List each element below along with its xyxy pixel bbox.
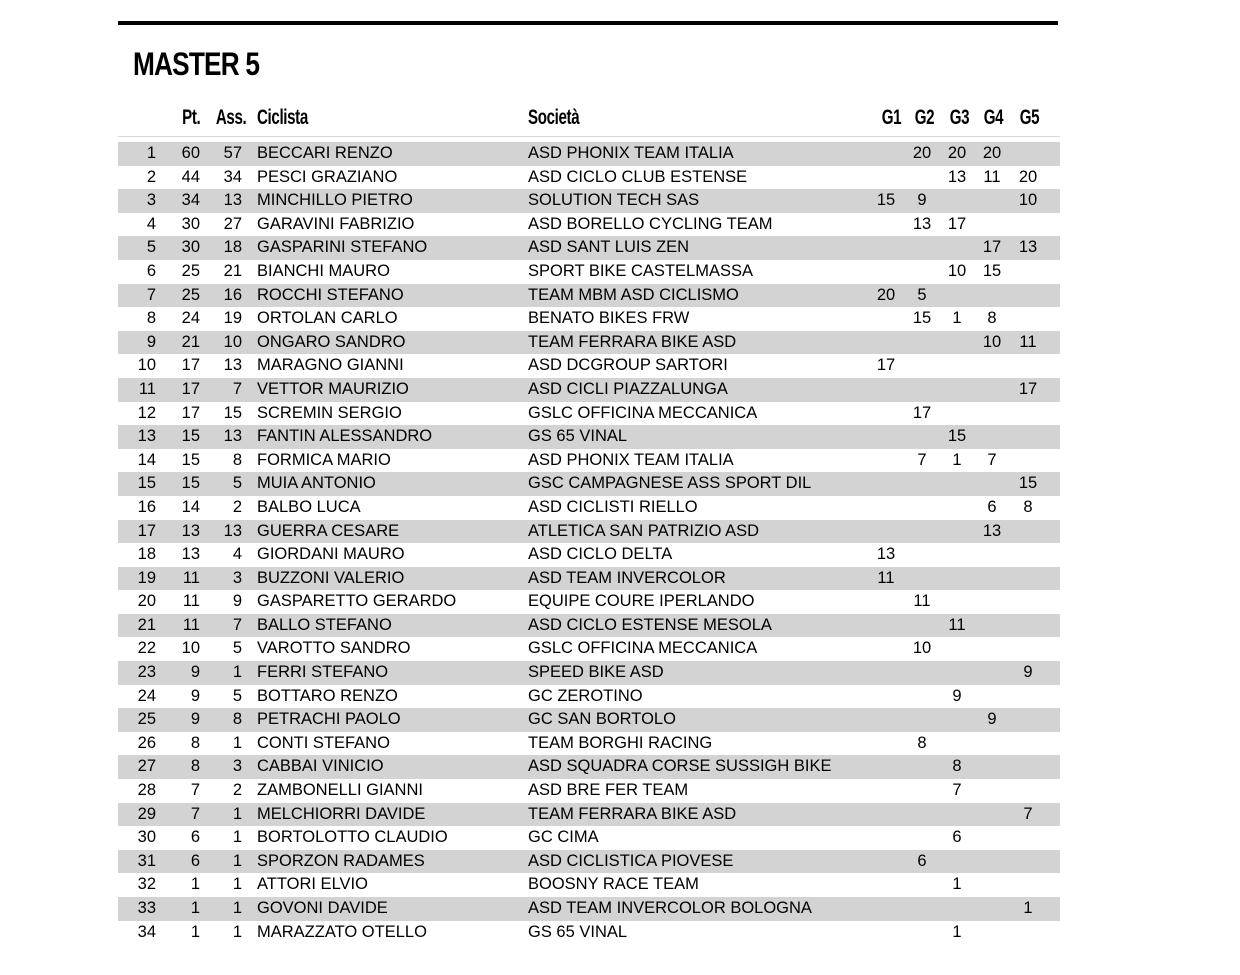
- g2-cell: 17: [912, 403, 932, 422]
- g5-cell: 20: [1018, 167, 1038, 186]
- points-cell: 10: [181, 639, 200, 658]
- position-cell: 32: [137, 875, 156, 894]
- table-row: [118, 260, 1060, 284]
- ass-cell: 1: [232, 851, 242, 870]
- g4-cell: 13: [982, 521, 1002, 540]
- cyclist-name-cell: BALBO LUCA: [257, 497, 361, 516]
- cyclist-name-cell: MUIA ANTONIO: [257, 474, 376, 493]
- g3-cell: 13: [947, 167, 967, 186]
- ass-cell: 13: [223, 191, 242, 210]
- points-cell: 9: [190, 710, 200, 729]
- cyclist-name-cell: PESCI GRAZIANO: [257, 167, 398, 186]
- ass-cell: 27: [223, 214, 242, 233]
- cyclist-name-cell: MARAGNO GIANNI: [257, 356, 404, 375]
- cyclist-name-cell: ONGARO SANDRO: [257, 332, 406, 351]
- position-cell: 29: [137, 804, 156, 823]
- team-cell: TEAM MBM ASD CICLISMO: [528, 285, 739, 304]
- column-header-g2: G2: [914, 106, 935, 129]
- position-cell: 20: [137, 592, 156, 611]
- ass-cell: 9: [232, 592, 242, 611]
- position-cell: 17: [137, 521, 156, 540]
- position-cell: 21: [137, 615, 156, 634]
- g5-cell: 15: [1018, 474, 1038, 493]
- team-cell: ASD CICLISTICA PIOVESE: [528, 851, 734, 870]
- cyclist-name-cell: ATTORI ELVIO: [257, 875, 368, 894]
- table-row: [118, 567, 1060, 591]
- table-row: [118, 213, 1060, 237]
- position-cell: 13: [137, 427, 156, 446]
- team-cell: ASD TEAM INVERCOLOR: [528, 568, 726, 587]
- table-header: [118, 104, 1060, 137]
- g2-cell: 5: [917, 285, 927, 304]
- points-cell: 11: [182, 568, 200, 587]
- g2-cell: 20: [912, 144, 932, 162]
- position-cell: 8: [146, 309, 156, 328]
- g4-cell: 11: [983, 167, 1001, 186]
- points-cell: 30: [181, 238, 200, 257]
- ass-cell: 3: [232, 568, 242, 587]
- g1-cell: 13: [876, 545, 896, 564]
- team-cell: ASD PHONIX TEAM ITALIA: [528, 450, 734, 469]
- column-header-g1: G1: [881, 106, 902, 129]
- g4-cell: 17: [982, 238, 1002, 257]
- team-cell: GSLC OFFICINA MECCANICA: [528, 403, 758, 422]
- table-row: [118, 472, 1060, 496]
- ass-cell: 1: [232, 875, 242, 894]
- position-cell: 14: [137, 450, 156, 469]
- g5-cell: 1: [1023, 899, 1033, 917]
- team-cell: ASD TEAM INVERCOLOR BOLOGNA: [528, 899, 812, 917]
- points-cell: 60: [181, 144, 200, 162]
- cyclist-name-cell: ZAMBONELLI GIANNI: [257, 781, 423, 800]
- g2-cell: 9: [917, 191, 927, 210]
- points-cell: 11: [182, 592, 200, 611]
- cyclist-name-cell: GOVONI DAVIDE: [257, 899, 388, 917]
- table-row: [118, 142, 1060, 166]
- points-cell: 6: [190, 851, 200, 870]
- team-cell: BENATO BIKES FRW: [528, 309, 690, 328]
- ass-cell: 15: [223, 403, 242, 422]
- table-row: [118, 496, 1060, 520]
- ass-cell: 8: [232, 710, 242, 729]
- points-cell: 15: [181, 474, 200, 493]
- table-row: [118, 402, 1060, 426]
- standings-table: [118, 142, 1060, 944]
- ass-cell: 57: [223, 144, 242, 162]
- table-row: [118, 354, 1060, 378]
- table-row: [118, 166, 1060, 190]
- g4-cell: 7: [987, 450, 997, 469]
- table-row: [118, 637, 1060, 661]
- ass-cell: 1: [232, 804, 242, 823]
- points-cell: 17: [181, 356, 200, 375]
- ass-cell: 18: [223, 238, 242, 257]
- cyclist-name-cell: BECCARI RENZO: [257, 144, 393, 162]
- table-row: [118, 307, 1060, 331]
- g2-cell: 10: [912, 639, 932, 658]
- position-cell: 3: [146, 191, 156, 210]
- ass-cell: 1: [232, 922, 242, 941]
- ass-cell: 7: [232, 379, 242, 398]
- table-row: [118, 685, 1060, 709]
- position-cell: 23: [137, 663, 156, 682]
- team-cell: ASD CICLO CLUB ESTENSE: [528, 167, 748, 186]
- g1-cell: 17: [876, 356, 896, 375]
- cyclist-name-cell: GUERRA CESARE: [257, 521, 400, 540]
- team-cell: ATLETICA SAN PATRIZIO ASD: [528, 521, 760, 540]
- g2-cell: 7: [917, 450, 927, 469]
- ass-cell: 1: [232, 663, 242, 682]
- points-cell: 8: [190, 757, 200, 776]
- g3-cell: 20: [947, 144, 967, 162]
- position-cell: 25: [137, 710, 156, 729]
- g3-cell: 17: [947, 214, 967, 233]
- points-cell: 44: [181, 167, 200, 186]
- points-cell: 25: [181, 285, 200, 304]
- cyclist-name-cell: PETRACHI PAOLO: [257, 710, 401, 729]
- column-header-ass: Ass.: [215, 106, 246, 129]
- team-cell: GC CIMA: [528, 828, 599, 847]
- cyclist-name-cell: FERRI STEFANO: [257, 663, 389, 682]
- team-cell: GS 65 VINAL: [528, 922, 628, 941]
- position-cell: 18: [137, 545, 156, 564]
- points-cell: 13: [181, 545, 200, 564]
- g1-cell: 15: [876, 191, 896, 210]
- cyclist-name-cell: SCREMIN SERGIO: [257, 403, 402, 422]
- team-cell: GS 65 VINAL: [528, 427, 628, 446]
- position-cell: 5: [146, 238, 156, 257]
- column-header-ciclista: Ciclista: [257, 106, 308, 129]
- cyclist-name-cell: VETTOR MAURIZIO: [257, 379, 409, 398]
- points-cell: 14: [181, 497, 200, 516]
- points-cell: 1: [190, 922, 200, 941]
- ass-cell: 8: [232, 450, 242, 469]
- ass-cell: 1: [232, 899, 242, 917]
- points-cell: 30: [181, 214, 200, 233]
- points-cell: 15: [181, 427, 200, 446]
- points-cell: 9: [190, 686, 200, 705]
- team-cell: TEAM BORGHI RACING: [528, 733, 713, 752]
- g3-cell: 1: [952, 922, 962, 941]
- position-cell: 33: [137, 899, 156, 917]
- position-cell: 2: [146, 167, 156, 186]
- ass-cell: 21: [223, 261, 242, 280]
- position-cell: 22: [137, 639, 156, 658]
- points-cell: 25: [181, 261, 200, 280]
- ass-cell: 16: [223, 285, 242, 304]
- cyclist-name-cell: GARAVINI FABRIZIO: [257, 214, 415, 233]
- table-row: [118, 425, 1060, 449]
- points-cell: 15: [181, 450, 200, 469]
- position-cell: 19: [137, 568, 156, 587]
- position-cell: 6: [146, 261, 156, 280]
- ass-cell: 13: [223, 521, 242, 540]
- position-cell: 12: [137, 403, 156, 422]
- table-row: [118, 520, 1060, 544]
- page-title: MASTER 5: [133, 46, 260, 82]
- points-cell: 7: [190, 781, 200, 800]
- cyclist-name-cell: ORTOLAN CARLO: [257, 309, 398, 328]
- points-cell: 9: [190, 663, 200, 682]
- position-cell: 24: [137, 686, 156, 705]
- points-cell: 7: [190, 804, 200, 823]
- cyclist-name-cell: CONTI STEFANO: [257, 733, 390, 752]
- points-cell: 17: [181, 379, 200, 398]
- g5-cell: 9: [1023, 663, 1033, 682]
- position-cell: 10: [137, 356, 156, 375]
- cyclist-name-cell: BUZZONI VALERIO: [257, 568, 405, 587]
- cyclist-name-cell: FORMICA MARIO: [257, 450, 391, 469]
- cyclist-name-cell: SPORZON RADAMES: [257, 851, 425, 870]
- team-cell: ASD BORELLO CYCLING TEAM: [528, 214, 773, 233]
- team-cell: SOLUTION TECH SAS: [528, 191, 700, 210]
- g3-cell: 1: [952, 309, 962, 328]
- g3-cell: 7: [952, 781, 962, 800]
- team-cell: GSLC OFFICINA MECCANICA: [528, 639, 758, 658]
- g5-cell: 8: [1023, 497, 1033, 516]
- g5-cell: 13: [1018, 238, 1038, 257]
- g4-cell: 6: [987, 497, 997, 516]
- column-header-g3: G3: [949, 106, 970, 129]
- team-cell: ASD DCGROUP SARTORI: [528, 356, 728, 375]
- table-row: [118, 449, 1060, 473]
- cyclist-name-cell: GIORDANI MAURO: [257, 545, 405, 564]
- g5-cell: 7: [1023, 804, 1033, 823]
- ass-cell: 2: [232, 781, 242, 800]
- table-row: [118, 897, 1060, 921]
- position-cell: 9: [146, 332, 156, 351]
- points-cell: 1: [190, 875, 200, 894]
- team-cell: ASD CICLI PIAZZALUNGA: [528, 379, 728, 398]
- cyclist-name-cell: BALLO STEFANO: [257, 615, 392, 634]
- ass-cell: 13: [223, 356, 242, 375]
- table-row: [118, 826, 1060, 850]
- g5-cell: 17: [1018, 379, 1038, 398]
- ass-cell: 5: [232, 686, 242, 705]
- points-cell: 6: [190, 828, 200, 847]
- table-row: [118, 543, 1060, 567]
- ass-cell: 4: [232, 545, 242, 564]
- team-cell: TEAM FERRARA BIKE ASD: [528, 804, 737, 823]
- column-header-societa: Società: [528, 106, 580, 129]
- cyclist-name-cell: MARAZZATO OTELLO: [257, 922, 427, 941]
- position-cell: 1: [146, 144, 156, 162]
- g3-cell: 10: [947, 261, 967, 280]
- ass-cell: 2: [232, 497, 242, 516]
- ass-cell: 5: [232, 639, 242, 658]
- points-cell: 11: [182, 615, 200, 634]
- team-cell: SPORT BIKE CASTELMASSA: [528, 261, 753, 280]
- g4-cell: 10: [982, 332, 1002, 351]
- table-row: [118, 236, 1060, 260]
- g2-cell: 8: [917, 733, 927, 752]
- team-cell: ASD SANT LUIS ZEN: [528, 238, 690, 257]
- points-cell: 24: [181, 309, 200, 328]
- position-cell: 11: [138, 379, 156, 398]
- ass-cell: 7: [232, 615, 242, 634]
- g2-cell: 6: [917, 851, 927, 870]
- table-row: [118, 921, 1060, 945]
- team-cell: GC SAN BORTOLO: [528, 710, 676, 729]
- table-row: [118, 850, 1060, 874]
- ass-cell: 1: [232, 733, 242, 752]
- table-row: [118, 708, 1060, 732]
- g3-cell: 8: [952, 757, 962, 776]
- ass-cell: 19: [223, 309, 242, 328]
- cyclist-name-cell: BIANCHI MAURO: [257, 261, 390, 280]
- g3-cell: 11: [948, 615, 966, 634]
- g4-cell: 8: [987, 309, 997, 328]
- team-cell: ASD BRE FER TEAM: [528, 781, 689, 800]
- g1-cell: 11: [877, 568, 895, 587]
- g3-cell: 6: [952, 828, 962, 847]
- team-cell: GC ZEROTINO: [528, 686, 643, 705]
- team-cell: ASD SQUADRA CORSE SUSSIGH BIKE: [528, 757, 832, 776]
- cyclist-name-cell: BORTOLOTTO CLAUDIO: [257, 828, 448, 847]
- team-cell: TEAM FERRARA BIKE ASD: [528, 332, 737, 351]
- position-cell: 16: [137, 497, 156, 516]
- table-row: [118, 284, 1060, 308]
- g2-cell: 11: [913, 592, 931, 611]
- team-cell: BOOSNY RACE TEAM: [528, 875, 699, 894]
- table-row: [118, 732, 1060, 756]
- position-cell: 26: [137, 733, 156, 752]
- team-cell: SPEED BIKE ASD: [528, 663, 664, 682]
- g3-cell: 1: [952, 450, 962, 469]
- table-row: [118, 189, 1060, 213]
- position-cell: 31: [137, 851, 156, 870]
- ass-cell: 3: [232, 757, 242, 776]
- cyclist-name-cell: MINCHILLO PIETRO: [257, 191, 413, 210]
- position-cell: 4: [146, 214, 156, 233]
- ass-cell: 5: [232, 474, 242, 493]
- position-cell: 15: [137, 474, 156, 493]
- cyclist-name-cell: VAROTTO SANDRO: [257, 639, 411, 658]
- cyclist-name-cell: MELCHIORRI DAVIDE: [257, 804, 426, 823]
- position-cell: 27: [137, 757, 156, 776]
- column-header-pt: Pt.: [181, 106, 200, 129]
- position-cell: 34: [137, 922, 156, 941]
- cyclist-name-cell: ROCCHI STEFANO: [257, 285, 404, 304]
- table-row: [118, 873, 1060, 897]
- g3-cell: 9: [952, 686, 962, 705]
- table-row: [118, 661, 1060, 685]
- table-row: [118, 779, 1060, 803]
- cyclist-name-cell: GASPARINI STEFANO: [257, 238, 428, 257]
- g5-cell: 10: [1018, 191, 1038, 210]
- g3-cell: 15: [947, 427, 967, 446]
- g4-cell: 15: [982, 261, 1002, 280]
- position-cell: 30: [137, 828, 156, 847]
- cyclist-name-cell: CABBAI VINICIO: [257, 757, 384, 776]
- ass-cell: 1: [232, 828, 242, 847]
- g2-cell: 13: [912, 214, 932, 233]
- column-header-g5: G5: [1019, 106, 1040, 129]
- column-header-g4: G4: [983, 106, 1004, 129]
- team-cell: ASD CICLO DELTA: [528, 545, 673, 564]
- g2-cell: 15: [912, 309, 932, 328]
- g1-cell: 20: [876, 285, 896, 304]
- g3-cell: 1: [952, 875, 962, 894]
- g4-cell: 20: [982, 144, 1002, 162]
- team-cell: GSC CAMPAGNESE ASS SPORT DIL: [528, 474, 812, 493]
- table-row: [118, 614, 1060, 638]
- ass-cell: 10: [223, 332, 242, 351]
- table-row: [118, 378, 1060, 402]
- table-row: [118, 755, 1060, 779]
- position-cell: 28: [137, 781, 156, 800]
- cyclist-name-cell: GASPARETTO GERARDO: [257, 592, 457, 611]
- team-cell: ASD CICLO ESTENSE MESOLA: [528, 615, 772, 634]
- g5-cell: 11: [1019, 332, 1037, 351]
- ass-cell: 34: [223, 167, 242, 186]
- team-cell: ASD PHONIX TEAM ITALIA: [528, 144, 734, 162]
- cyclist-name-cell: FANTIN ALESSANDRO: [257, 427, 433, 446]
- points-cell: 8: [190, 733, 200, 752]
- top-rule: [118, 21, 1058, 25]
- points-cell: 17: [181, 403, 200, 422]
- points-cell: 34: [181, 191, 200, 210]
- g4-cell: 9: [987, 710, 997, 729]
- points-cell: 1: [190, 899, 200, 917]
- cyclist-name-cell: BOTTARO RENZO: [257, 686, 398, 705]
- position-cell: 7: [146, 285, 156, 304]
- points-cell: 13: [181, 521, 200, 540]
- table-row: [118, 590, 1060, 614]
- points-cell: 21: [181, 332, 200, 351]
- table-row: [118, 803, 1060, 827]
- team-cell: ASD CICLISTI RIELLO: [528, 497, 698, 516]
- team-cell: EQUIPE COURE IPERLANDO: [528, 592, 755, 611]
- table-row: [118, 331, 1060, 355]
- ass-cell: 13: [223, 427, 242, 446]
